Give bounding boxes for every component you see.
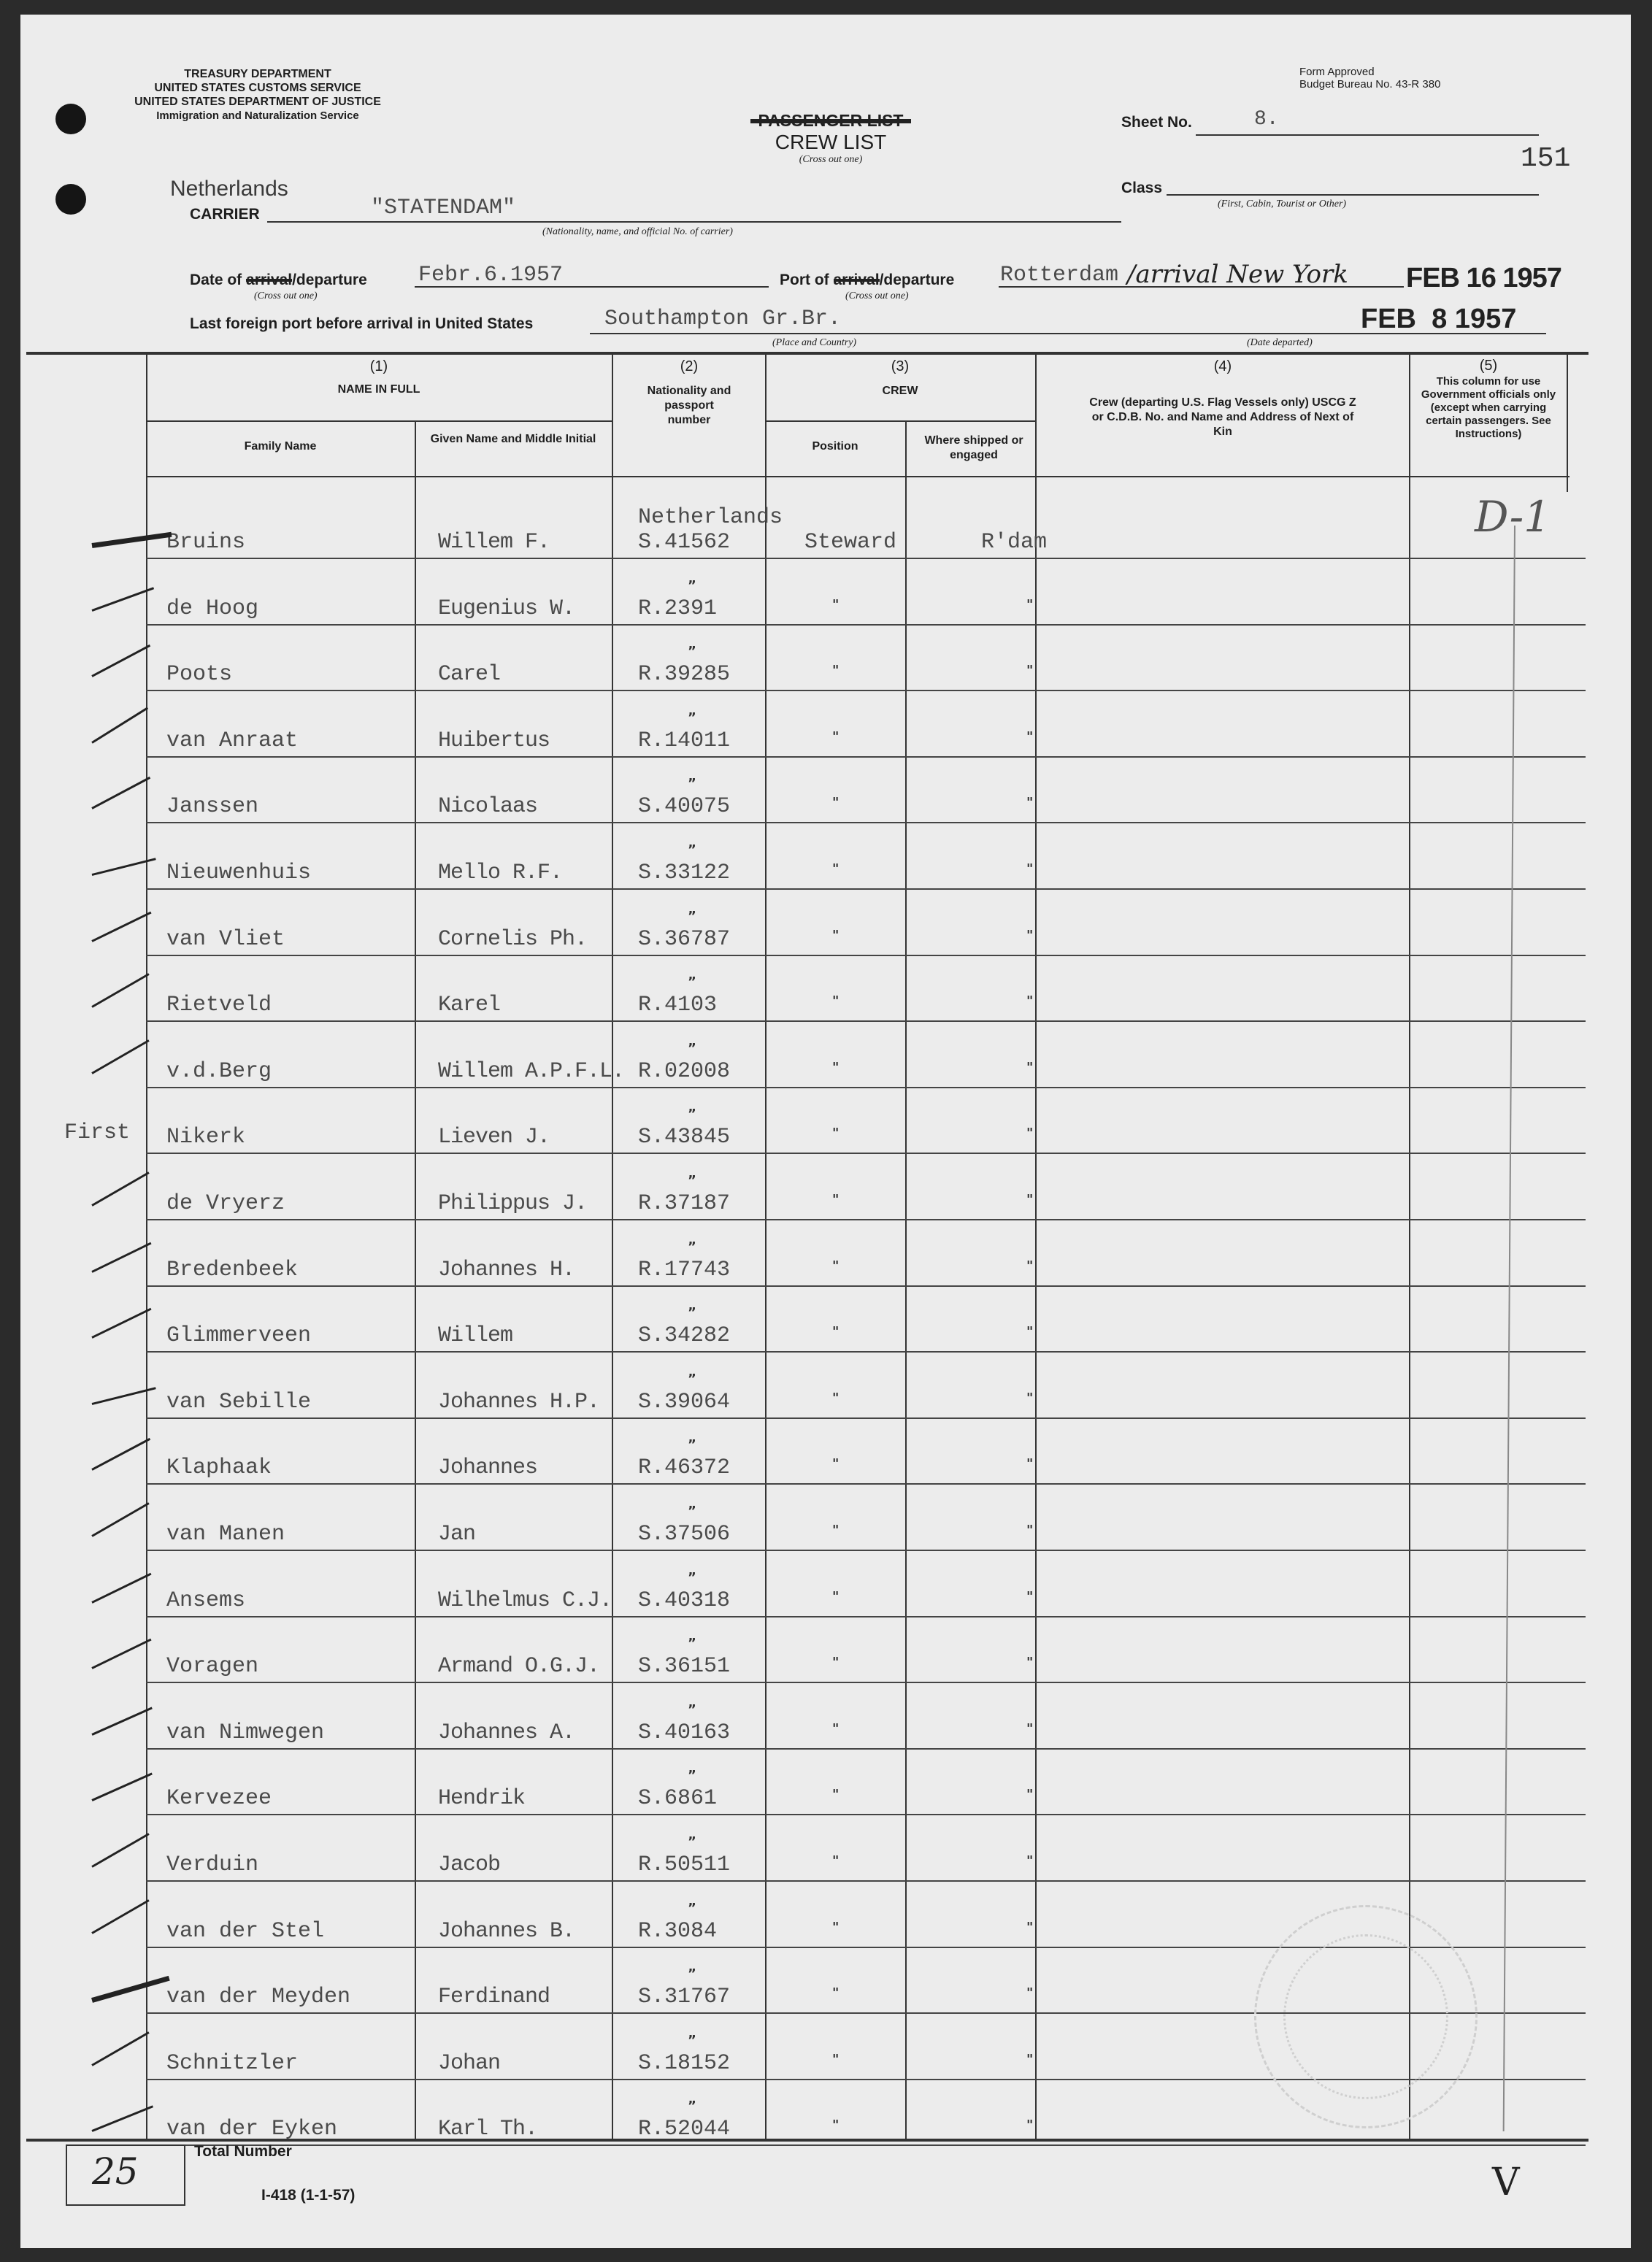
family-name: Bredenbeek bbox=[166, 1258, 299, 1282]
class-note: (First, Cabin, Tourist or Other) bbox=[1218, 199, 1347, 209]
table-row bbox=[146, 1088, 1586, 1153]
shipped-at: " bbox=[1026, 795, 1034, 810]
family-name: Bruins bbox=[166, 530, 246, 555]
row-rule bbox=[146, 558, 1586, 559]
agency-line: Immigration and Naturalization Service bbox=[156, 109, 359, 122]
family-name: Ansems bbox=[166, 1588, 246, 1613]
page-number: 151 bbox=[1521, 143, 1571, 174]
given-name: Willem F. bbox=[438, 530, 550, 555]
form-approved-line: Form Approved bbox=[1299, 66, 1375, 78]
port-label bbox=[780, 272, 954, 289]
position: " bbox=[832, 2052, 840, 2067]
position: " bbox=[832, 1126, 840, 1141]
port-note: (Cross out one) bbox=[845, 291, 909, 301]
position: " bbox=[832, 1589, 840, 1604]
shipped-at: " bbox=[1026, 861, 1034, 877]
last-port-label: Last foreign port before arrival in United States bbox=[190, 315, 534, 332]
margin-check-mark bbox=[91, 1242, 151, 1273]
class-label: Class bbox=[1121, 180, 1163, 196]
shipped-at: " bbox=[1026, 2052, 1034, 2067]
passport-number: S.40318 bbox=[638, 1588, 731, 1613]
shipped-at: " bbox=[1026, 1258, 1034, 1274]
ditto-mark: ” bbox=[688, 842, 696, 858]
table-top-rule bbox=[26, 352, 1588, 355]
position: " bbox=[832, 729, 840, 745]
passport-number: R.14011 bbox=[638, 728, 731, 753]
sheet-underline bbox=[1196, 134, 1539, 136]
row-rule bbox=[146, 1550, 1586, 1551]
shipped-at: " bbox=[1026, 1523, 1034, 1538]
class-underline bbox=[1167, 194, 1539, 196]
col5-title: This column for use Government officials only (except when carrying certain passengers. See Instructions) bbox=[1421, 375, 1556, 440]
date-departed-stamp: FEB 8 1957 bbox=[1361, 304, 1517, 334]
shipped-at: " bbox=[1026, 663, 1034, 678]
margin-check-mark bbox=[91, 1039, 149, 1074]
position: " bbox=[832, 993, 840, 1009]
shipped-at: " bbox=[1026, 1390, 1034, 1406]
given-name: Lieven J. bbox=[438, 1125, 550, 1150]
shipped-at: " bbox=[1026, 1721, 1034, 1736]
family-name: Janssen bbox=[166, 794, 259, 819]
family-name: Glimmerveen bbox=[166, 1323, 312, 1348]
row-rule bbox=[146, 1483, 1586, 1485]
row-rule bbox=[146, 888, 1586, 890]
form-code: I-418 (1-1-57) bbox=[261, 2187, 356, 2204]
family-name: van der Meyden bbox=[166, 1985, 351, 2009]
given-name: Hendrik bbox=[438, 1786, 526, 1811]
passport-number: S.34282 bbox=[638, 1323, 731, 1348]
form-approved bbox=[1299, 66, 1440, 91]
given-name: Huibertus bbox=[438, 728, 550, 753]
ditto-mark: ” bbox=[688, 2033, 696, 2048]
last-port-value: Southampton Gr.Br. bbox=[604, 307, 842, 331]
position: " bbox=[832, 1456, 840, 1472]
row-rule bbox=[146, 1814, 1586, 1815]
given-name: Johannes H.P. bbox=[438, 1390, 600, 1415]
col1-family-heading: Family Name bbox=[244, 440, 317, 453]
passport-number: R.52044 bbox=[638, 2117, 731, 2142]
strikeout-mark bbox=[246, 279, 292, 282]
margin-check-mark bbox=[91, 912, 151, 942]
shipped-at: " bbox=[1026, 597, 1034, 612]
arrival-stamp: FEB 16 1957 bbox=[1406, 263, 1561, 293]
carrier-nationality: Netherlands bbox=[170, 177, 288, 201]
col4-heading bbox=[1037, 359, 1409, 439]
passport-number: S.6861 bbox=[638, 1786, 718, 1811]
given-name: Johannes bbox=[438, 1455, 538, 1480]
given-name: Willem A.P.F.L. bbox=[438, 1059, 625, 1084]
passport-number: R.37187 bbox=[638, 1191, 731, 1216]
table-row bbox=[146, 1552, 1586, 1616]
family-name: van Vliet bbox=[166, 927, 285, 952]
family-name: Kervezee bbox=[166, 1786, 272, 1811]
shipped-at: " bbox=[1026, 729, 1034, 745]
shipped-at: " bbox=[1026, 1192, 1034, 1207]
ditto-mark: ” bbox=[688, 909, 696, 924]
position: " bbox=[832, 2117, 840, 2133]
position: " bbox=[832, 1324, 840, 1339]
col5-heading bbox=[1410, 359, 1567, 441]
family-name: van der Stel bbox=[166, 1919, 325, 1944]
carrier-label: CARRIER bbox=[190, 206, 260, 223]
table-row bbox=[146, 1750, 1586, 1814]
margin-check-mark bbox=[91, 707, 148, 744]
shipped-at: " bbox=[1026, 993, 1034, 1009]
passport-number: S.43845 bbox=[638, 1125, 731, 1150]
shipped-at: " bbox=[1026, 928, 1034, 943]
table-row bbox=[146, 1485, 1586, 1550]
position: Steward bbox=[804, 530, 897, 555]
ditto-mark: ” bbox=[688, 974, 696, 990]
family-name: Rietveld bbox=[166, 993, 272, 1017]
given-name: Wilhelmus C.J. bbox=[438, 1588, 612, 1613]
position: " bbox=[832, 663, 840, 678]
passport-number: R.2391 bbox=[638, 596, 718, 621]
col3-heading bbox=[765, 359, 1035, 399]
passport-number: R.3084 bbox=[638, 1919, 718, 1944]
ditto-mark: ” bbox=[688, 1570, 696, 1585]
row-rule bbox=[146, 690, 1586, 691]
ditto-mark: ” bbox=[688, 1504, 696, 1519]
ditto-mark: ” bbox=[688, 1372, 696, 1387]
given-name: Mello R.F. bbox=[438, 861, 563, 885]
margin-check-mark bbox=[91, 1833, 149, 1868]
passport-number: S.40075 bbox=[638, 794, 731, 819]
passport-number: R.4103 bbox=[638, 993, 718, 1017]
port-value: Rotterdam bbox=[1000, 263, 1119, 288]
margin-check-mark bbox=[91, 1639, 151, 1669]
family-name: Poots bbox=[166, 662, 233, 687]
ditto-mark: ” bbox=[688, 1173, 696, 1188]
given-name: Ferdinand bbox=[438, 1985, 550, 2009]
margin-check-mark bbox=[91, 1899, 149, 1934]
passport-number: S.39064 bbox=[638, 1390, 731, 1415]
family-name: van der Eyken bbox=[166, 2117, 338, 2142]
faint-seal-stamp-inner bbox=[1283, 1934, 1448, 2099]
family-name: van Nimwegen bbox=[166, 1720, 325, 1745]
ditto-mark: ” bbox=[688, 1834, 696, 1850]
ditto-mark: ” bbox=[688, 776, 696, 791]
shipped-at: " bbox=[1026, 1126, 1034, 1141]
table-row bbox=[146, 626, 1586, 690]
position: " bbox=[832, 795, 840, 810]
position: " bbox=[832, 928, 840, 943]
total-label: Total Number bbox=[194, 2143, 292, 2160]
table-row bbox=[146, 1353, 1586, 1417]
margin-check-mark bbox=[91, 645, 150, 677]
margin-check-mark bbox=[91, 1172, 149, 1207]
given-name: Eugenius W. bbox=[438, 596, 575, 621]
margin-note: First bbox=[64, 1120, 131, 1145]
shipped-at: " bbox=[1026, 1655, 1034, 1670]
punch-hole-bottom bbox=[55, 184, 86, 215]
row-rule bbox=[146, 1219, 1586, 1220]
given-name: Nicolaas bbox=[438, 794, 538, 819]
ditto-mark: ” bbox=[688, 1239, 696, 1255]
shipped-at: " bbox=[1026, 1589, 1034, 1604]
given-name: Karel bbox=[438, 993, 501, 1017]
position: " bbox=[832, 1060, 840, 1075]
col1-given-heading: Given Name and Middle Initial bbox=[430, 433, 596, 445]
sheet-label: Sheet No. bbox=[1121, 114, 1192, 131]
col4-num: (4) bbox=[1213, 358, 1232, 374]
last-port-underline bbox=[590, 333, 1101, 334]
position: " bbox=[832, 1985, 840, 2001]
margin-check-mark bbox=[91, 1308, 151, 1339]
ditto-mark: ” bbox=[688, 2098, 696, 2114]
col2-heading bbox=[618, 359, 761, 428]
margin-check-mark bbox=[91, 2105, 153, 2131]
ditto-mark: ” bbox=[688, 710, 696, 726]
shipped-at: " bbox=[1026, 1324, 1034, 1339]
crew-list-sheet bbox=[20, 15, 1631, 2248]
margin-check-mark bbox=[91, 1707, 152, 1736]
header-bottom-rule bbox=[146, 476, 1570, 477]
margin-check-mark bbox=[91, 1773, 152, 1801]
table-row bbox=[146, 1155, 1586, 1219]
shipped-at: " bbox=[1026, 1853, 1034, 1869]
table-row bbox=[146, 824, 1586, 888]
port-underline bbox=[999, 286, 1404, 288]
position: " bbox=[832, 1390, 840, 1406]
col4-title: Crew (departing U.S. Flag Vessels only) USCG Z or C.D.B. No. and Name and Address of Next of Kin bbox=[1089, 396, 1356, 438]
ditto-mark: ” bbox=[688, 578, 696, 593]
col5-num: (5) bbox=[1479, 358, 1498, 374]
table-row bbox=[146, 1816, 1586, 1880]
shipped-at: " bbox=[1026, 1920, 1034, 1935]
nationality: Netherlands bbox=[638, 505, 783, 530]
row-rule bbox=[146, 1153, 1586, 1154]
passport-number: R.02008 bbox=[638, 1059, 731, 1084]
agency-line: UNITED STATES DEPARTMENT OF JUSTICE bbox=[134, 96, 381, 108]
date-label-prefix: Date of bbox=[190, 272, 242, 288]
family-name: Voragen bbox=[166, 1654, 259, 1679]
port-label-suffix: /departure bbox=[879, 272, 955, 288]
col3-position-heading: Position bbox=[812, 440, 858, 453]
given-name: Johannes H. bbox=[438, 1258, 575, 1282]
family-name: de Vryerz bbox=[166, 1191, 285, 1216]
row-rule bbox=[146, 1351, 1586, 1353]
date-label-suffix: /departure bbox=[292, 272, 367, 288]
table-row bbox=[146, 493, 1586, 558]
ditto-mark: ” bbox=[688, 1768, 696, 1783]
last-port-note: (Place and Country) bbox=[772, 337, 857, 348]
ditto-mark: ” bbox=[688, 644, 696, 659]
given-name: Johannes A. bbox=[438, 1720, 575, 1745]
port-label-prefix: Port of bbox=[780, 272, 829, 288]
table-row bbox=[146, 890, 1586, 955]
carrier-value: "STATENDAM" bbox=[371, 196, 516, 220]
family-name: Klaphaak bbox=[166, 1455, 272, 1480]
ditto-mark: ” bbox=[688, 1041, 696, 1056]
list-type-struck bbox=[721, 111, 940, 131]
header-sub-rule bbox=[146, 420, 612, 422]
passport-number: S.40163 bbox=[638, 1720, 731, 1745]
margin-check-mark bbox=[91, 2031, 149, 2066]
passport-number: S.36787 bbox=[638, 927, 731, 952]
passport-number: S.36151 bbox=[638, 1654, 731, 1679]
list-type-struck-text: PASSENGER LIST bbox=[758, 111, 904, 130]
ditto-mark: ” bbox=[688, 1107, 696, 1122]
position: " bbox=[832, 1523, 840, 1538]
passport-number: S.37506 bbox=[638, 1522, 731, 1547]
agency-header bbox=[86, 67, 429, 123]
position: " bbox=[832, 597, 840, 612]
margin-check-mark bbox=[91, 973, 149, 1008]
table-row bbox=[146, 1684, 1586, 1748]
col2-num: (2) bbox=[680, 358, 699, 374]
passport-number: S.41562 bbox=[638, 530, 731, 555]
given-name: Karl Th. bbox=[438, 2117, 538, 2142]
ditto-mark: ” bbox=[688, 1636, 696, 1651]
port-label-struck-text: arrival bbox=[833, 272, 880, 288]
margin-check-mark bbox=[91, 1438, 150, 1471]
carrier-note: (Nationality, name, and official No. of carrier) bbox=[542, 226, 733, 237]
list-type-note: (Cross out one) bbox=[799, 154, 863, 165]
family-name: Verduin bbox=[166, 1853, 259, 1877]
margin-check-mark bbox=[91, 777, 150, 809]
date-label bbox=[190, 272, 367, 289]
col3-num: (3) bbox=[891, 358, 910, 374]
family-name: Schnitzler bbox=[166, 2051, 299, 2076]
family-name: de Hoog bbox=[166, 596, 259, 621]
col1-heading bbox=[146, 359, 612, 397]
passport-number: R.50511 bbox=[638, 1853, 731, 1877]
given-name: Carel bbox=[438, 662, 501, 687]
col1-num: (1) bbox=[369, 358, 388, 374]
table-row bbox=[146, 560, 1586, 624]
passport-number: S.31767 bbox=[638, 1985, 731, 2009]
passport-number: S.33122 bbox=[638, 861, 731, 885]
table-row bbox=[146, 1023, 1586, 1087]
given-name: Willem bbox=[438, 1323, 513, 1348]
header-sub-rule bbox=[765, 420, 1035, 422]
position: " bbox=[832, 1721, 840, 1736]
shipped-at: " bbox=[1026, 1456, 1034, 1472]
passport-number: R.46372 bbox=[638, 1455, 731, 1480]
ditto-mark: ” bbox=[688, 1966, 696, 1982]
shipped-at: " bbox=[1026, 1060, 1034, 1075]
total-box bbox=[66, 2144, 185, 2206]
row-rule bbox=[146, 1020, 1586, 1022]
margin-check-mark bbox=[91, 1573, 151, 1604]
col3-shipped-heading: Where shipped or engaged bbox=[924, 434, 1023, 461]
date-label-struck-text: arrival bbox=[246, 272, 293, 288]
col-divider bbox=[1567, 353, 1568, 492]
given-name: Armand O.G.J. bbox=[438, 1654, 600, 1679]
table-row bbox=[146, 758, 1586, 822]
ditto-mark: ” bbox=[688, 1305, 696, 1320]
table-row bbox=[146, 1221, 1586, 1285]
date-note: (Cross out one) bbox=[254, 291, 318, 301]
margin-check-mark bbox=[91, 587, 154, 612]
arrival-handwritten: /arrival New York bbox=[1127, 260, 1348, 289]
sheet-value: 8. bbox=[1254, 108, 1279, 131]
family-name: van Anraat bbox=[166, 728, 299, 753]
table-row bbox=[146, 1419, 1586, 1483]
form-approved-line: Budget Bureau No. 43-R 380 bbox=[1299, 78, 1441, 91]
punch-hole-top bbox=[55, 104, 86, 134]
family-name: van Sebille bbox=[166, 1390, 312, 1415]
strikeout-mark bbox=[834, 279, 880, 282]
position: " bbox=[832, 1853, 840, 1869]
col1-title: NAME IN FULL bbox=[337, 383, 420, 396]
passport-number: S.18152 bbox=[638, 2051, 731, 2076]
date-value: Febr.6.1957 bbox=[418, 263, 564, 288]
row-rule bbox=[146, 1682, 1586, 1683]
table-row bbox=[146, 1617, 1586, 1682]
col3-title: CREW bbox=[882, 385, 918, 397]
given-name: Jan bbox=[438, 1522, 476, 1547]
position: " bbox=[832, 1787, 840, 1802]
table-row bbox=[146, 956, 1586, 1020]
given-name: Johannes B. bbox=[438, 1919, 575, 1944]
row-rule bbox=[146, 1880, 1586, 1882]
row-rule bbox=[146, 822, 1586, 823]
shipped-at: " bbox=[1026, 1787, 1034, 1802]
position: " bbox=[832, 1655, 840, 1670]
date-departed-underline bbox=[1075, 333, 1546, 334]
shipped-at: " bbox=[1026, 2117, 1034, 2133]
date-departed-note: (Date departed) bbox=[1247, 337, 1313, 348]
agency-line: TREASURY DEPARTMENT bbox=[184, 68, 331, 80]
port-label-struck bbox=[834, 272, 880, 288]
strikeout-mark bbox=[750, 119, 911, 123]
table-row bbox=[146, 692, 1586, 756]
shipped-at: " bbox=[1026, 1985, 1034, 2001]
date-label-struck bbox=[246, 272, 292, 288]
table-row bbox=[146, 1287, 1586, 1351]
position: " bbox=[832, 1258, 840, 1274]
check-mark: V bbox=[1492, 2161, 1520, 2204]
ditto-mark: ” bbox=[688, 1901, 696, 1916]
margin-check-mark bbox=[91, 1502, 149, 1537]
col5-note: D-1 bbox=[1475, 492, 1551, 542]
family-name: Nikerk bbox=[166, 1125, 246, 1150]
ditto-mark: ” bbox=[688, 1437, 696, 1453]
family-name: v.d.Berg bbox=[166, 1059, 272, 1084]
given-name: Philippus J. bbox=[438, 1191, 588, 1216]
position: " bbox=[832, 861, 840, 877]
carrier-underline bbox=[267, 221, 1121, 223]
passport-number: R.17743 bbox=[638, 1258, 731, 1282]
list-title bbox=[721, 111, 940, 166]
given-name: Jacob bbox=[438, 1853, 501, 1877]
position: " bbox=[832, 1192, 840, 1207]
list-type: CREW LIST bbox=[775, 131, 887, 153]
row-rule bbox=[146, 2144, 1586, 2146]
given-name: Cornelis Ph. bbox=[438, 927, 588, 952]
agency-line: UNITED STATES CUSTOMS SERVICE bbox=[154, 82, 361, 94]
date-underline bbox=[415, 286, 769, 288]
col2-title: Nationality and passport number bbox=[647, 385, 731, 426]
position: " bbox=[832, 1920, 840, 1935]
family-name: Nieuwenhuis bbox=[166, 861, 312, 885]
shipped-at: R'dam bbox=[981, 530, 1048, 555]
given-name: Johan bbox=[438, 2051, 501, 2076]
total-value: 25 bbox=[92, 2150, 139, 2193]
ditto-mark: ” bbox=[688, 1702, 696, 1717]
passport-number: R.39285 bbox=[638, 662, 731, 687]
family-name: van Manen bbox=[166, 1522, 285, 1547]
